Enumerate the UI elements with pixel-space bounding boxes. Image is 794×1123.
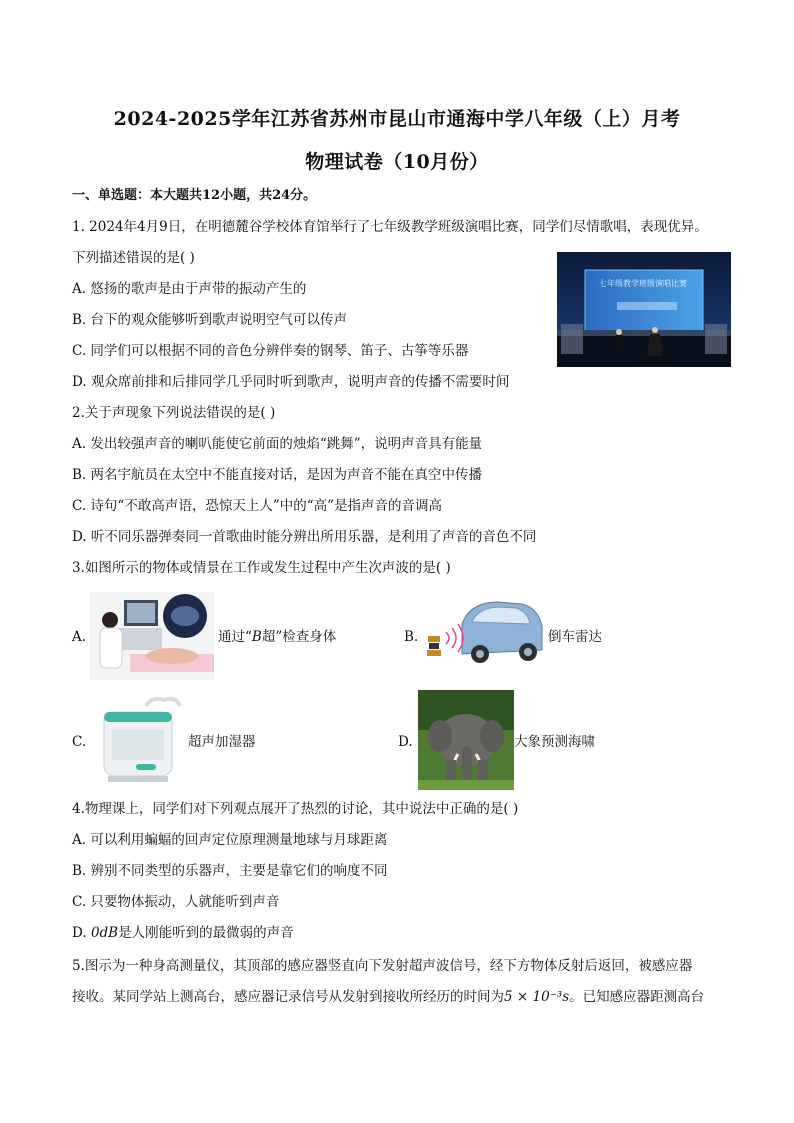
q3-stem: 3.如图所示的物体或情景在工作或发生过程中产生次声波的是( ) [72,560,451,576]
q3-option-a-text [218,627,336,647]
q5-stem-line2 [72,987,704,1007]
q2-option-d: D. 听不同乐器弹奏同一首歌曲时能分辨出所用乐器，是利用了声音的音色不同 [72,529,537,545]
q2-stem: 2.关于声现象下列说法错误的是( ) [72,405,276,421]
q3-option-a-text-post: 超”检查身体 [261,629,337,645]
q5-stem-line1: 5.图示为一种身高测量仪，其顶部的感应器竖直向下发射超声波信号，经下方物体反射后返回，被感应器 [72,958,693,974]
q3-option-b-text: 倒车雷达 [548,629,602,645]
q4-option-b: B. 辨别不同类型的乐器声，主要是靠它们的响度不同 [72,863,388,879]
q1-option-c: C. 同学们可以根据不同的音色分辨伴奏的钢琴、笛子、古筝等乐器 [72,343,469,359]
q4-option-c: C. 只要物体振动，人就能听到声音 [72,894,280,910]
q2-option-a: A. 发出较强声音的喇叭能使它前面的烛焰“跳舞”，说明声音具有能量 [72,436,483,452]
q3-option-b-label: B. [404,629,419,645]
q3-option-d-text: 大象预测海啸 [514,734,595,750]
q3-option-c-text: 超声加湿器 [188,734,256,750]
q1-stem-line2: 下列描述错误的是( ) [72,250,195,266]
q4-option-d [72,923,294,943]
q4-option-d-post: 是人刚能听到的最微弱的声音 [118,925,294,941]
q4-option-d-math: 0dB [90,925,119,941]
q4-stem: 4.物理课上，同学们对下列观点展开了热烈的讨论，其中说法中正确的是( ) [72,801,519,817]
q5-stem-line2-math: 5 × 10⁻³s [504,989,570,1005]
q3-option-c-label: C. [72,734,87,750]
q1-option-b: B. 台下的观众能够听到歌声说明空气可以传声 [72,312,348,328]
q5-stem-line2-pre: 接收。某同学站上测高台，感应器记录信号从发射到接收所经历的时间为 [72,989,504,1005]
q4-option-a: A. 可以利用蝙蝠的回声定位原理测量地球与月球距离 [72,832,388,848]
q4-option-d-pre: D. [72,925,91,941]
q3-elephant-image [418,690,514,790]
q2-option-c: C. 诗句“不敢高声语，恐惊天上人”中的“高”是指声音的音调高 [72,498,443,514]
q3-humidifier-image [90,692,186,788]
q1-stem-line1: 1. 2024年4月9日，在明德麓谷学校体育馆举行了七年级教学班级演唱比赛，同学们尽情歌唱，表现优异。 [72,219,708,235]
q3-option-a-label: A. [72,629,87,645]
section-header: 一、单选题：本大题共12小题，共24分。 [72,188,317,203]
q3-ultrasound-image [90,592,214,680]
q2-option-b: B. 两名宇航员在太空中不能直接对话，是因为声音不能在真空中传播 [72,467,483,483]
q3-reversing-radar-image [418,596,546,668]
q1-stage-photo [557,252,731,367]
q1-option-d: D. 观众席前排和后排同学几乎同时听到歌声，说明声音的传播不需要时间 [72,374,510,390]
q5-stem-line2-post: 。已知感应器距测高台 [569,989,705,1005]
exam-title-line1: 2024-2025学年江苏省苏州市昆山市通海中学八年级（上）月考 [113,108,681,130]
q1-photo-banner: 七年级教学班级演唱比赛 [599,279,687,288]
q1-option-a: A. 悠扬的歌声是由于声带的振动产生的 [72,281,307,297]
q3-option-a-text-math: B [251,629,262,645]
exam-title-line2: 物理试卷（10月份） [305,151,489,173]
q3-option-d-label: D. [398,734,413,750]
q3-option-a-text-pre: 通过“ [218,629,252,645]
